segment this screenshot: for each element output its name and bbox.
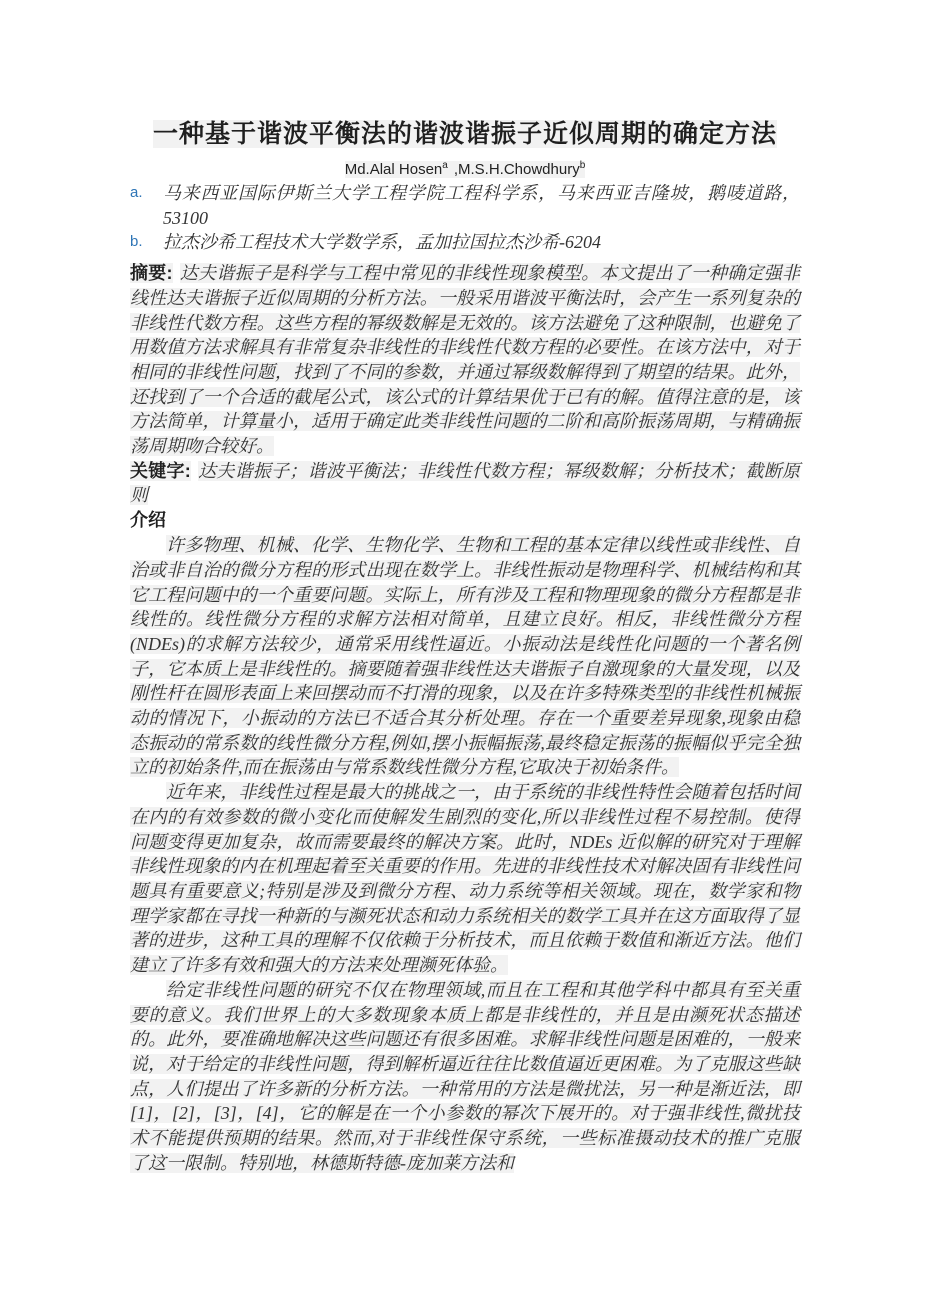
page-content: [130, 112, 800, 1175]
abstract-paragraph: [130, 261, 800, 459]
abstract-label: 摘要:: [130, 263, 173, 284]
affiliation-item-b: [130, 230, 800, 255]
intro-paragraph-3: [130, 978, 800, 1176]
introduction-heading: 介绍: [130, 510, 166, 531]
intro-paragraph-2-text: 近年来，非线性过程是最大的挑战之一，由于系统的非线性特性会随着包括时间在内的有效参数的微小变化而使解发生剧烈的变化,所以非线性过程不易控制。使得问题变得更加复杂，故而需要最终的解决方案。此时，NDEs 近似解的研究对于理解非线性现象的内在机理起着至关重要的作用。先进的非线性技术对解决固有非线性问题具有重要意义;特别是涉及到微分方程、动力系统等相关领域。现在，数学家和物理学家都在寻找一种新的与濒死状态和动力系统相关的数学工具并在这方面取得了显著的进步，这种工具的理解不仅依赖于分析技术，而且依赖于数值和渐近方法。他们建立了许多有效和强大的方法来处理濒死体验。: [130, 782, 800, 976]
author-1: Md.Alal Hosen: [344, 161, 443, 178]
intro-paragraph-2: [130, 780, 800, 978]
affiliation-a-marker: a.: [130, 184, 143, 201]
keywords-paragraph: [130, 459, 800, 508]
keywords-text: 达夫谐振子；谐波平衡法；非线性代数方程；幂级数解；分析技术；截断原则: [130, 460, 800, 506]
affiliation-b-text: 拉杰沙希工程技术大学数学系，孟加拉国拉杰沙希-6204: [163, 232, 601, 253]
affiliation-a-text: 马来西亚国际伊斯兰大学工程学院工程科学系，马来西亚吉隆坡，鹅唛道路，53100: [163, 183, 800, 228]
paper-title: [130, 112, 800, 156]
author-1-superscript: a: [442, 160, 448, 171]
paper-title-text: 一种基于谐波平衡法的谐波谐振子近似周期的确定方法: [152, 120, 777, 148]
authors-line: [130, 158, 800, 181]
affiliation-b-marker: b.: [130, 233, 143, 251]
keywords-label: 关键字:: [130, 460, 191, 481]
author-2-superscript: b: [579, 160, 586, 171]
intro-paragraph-3-text: 给定非线性问题的研究不仅在物理领域,而且在工程和其他学科中都具有至关重要的意义。我们世界上的大多数现象本质上都是非线性的，并且是由濒死状态描述的。此外，要准确地解决这些问题还有很多困难。求解非线性问题是困难的，一般来说，对于给定的非线性问题，得到解析逼近往往比数值逼近更困难。为了克服这些缺点，人们提出了许多新的分析方法。一种常用的方法是微扰法，另一种是渐近法，即[1]，[2]，[3]，[4]，它的解是在一个小参数的幂次下展开的。对于强非线性,微扰技术不能提供预期的结果。然而,对于非线性保守系统，一些标准摄动技术的推广克服了这一限制。特别地，林德斯特德-庞加莱方法和: [130, 979, 800, 1173]
abstract-text: 达夫谐振子是科学与工程中常见的非线性现象模型。本文提出了一种确定强非线性达夫谐振子近似周期的分析方法。一般采用谐波平衡法时，会产生一系列复杂的非线性代数方程。这些方程的幂级数解是无效的。该方法避免了这种限制，也避免了用数值方法求解具有非常复杂非线性的非线性代数方程的必要性。在该方法中，对于相同的非线性问题，找到了不同的参数，并通过幂级数解得到了期望的结果。此外，还找到了一个合适的截尾公式，该公式的计算结果优于已有的解。值得注意的是，该方法简单，计算量小，适用于确定此类非线性问题的二阶和高阶振荡周期，与精确振荡周期吻合较好。: [130, 263, 800, 457]
affiliation-item-a: [130, 181, 800, 230]
intro-paragraph-1: [130, 533, 800, 780]
author-2: ,M.S.H.Chowdhury: [453, 161, 580, 178]
intro-paragraph-1-text: 许多物理、机械、化学、生物化学、生物和工程的基本定律以线性或非线性、自治或非自治的微分方程的形式出现在数学上。非线性振动是物理科学、机械结构和其它工程问题中的一个重要问题。实际上，所有涉及工程和物理现象的微分方程都是非线性的。线性微分方程的求解方法相对简单，且建立良好。相反，非线性微分方程(NDEs)的求解方法较少，通常采用线性逼近。小振动法是线性化问题的一个著名例子，它本质上是非线性的。摘要随着强非线性达夫谐振子自激现象的大量发现，以及刚性杆在圆形表面上来回摆动而不打滑的现象，以及在许多特殊类型的非线性机械振动的情况下，小振动的方法已不适合其分析处理。存在一个重要差异现象,现象由稳态振动的常系数的线性微分方程,例如,摆小振幅振荡,最终稳定振荡的振幅似乎完全独立的初始条件,而在振荡由与常系数线性微分方程,它取决于初始条件。: [130, 535, 800, 778]
